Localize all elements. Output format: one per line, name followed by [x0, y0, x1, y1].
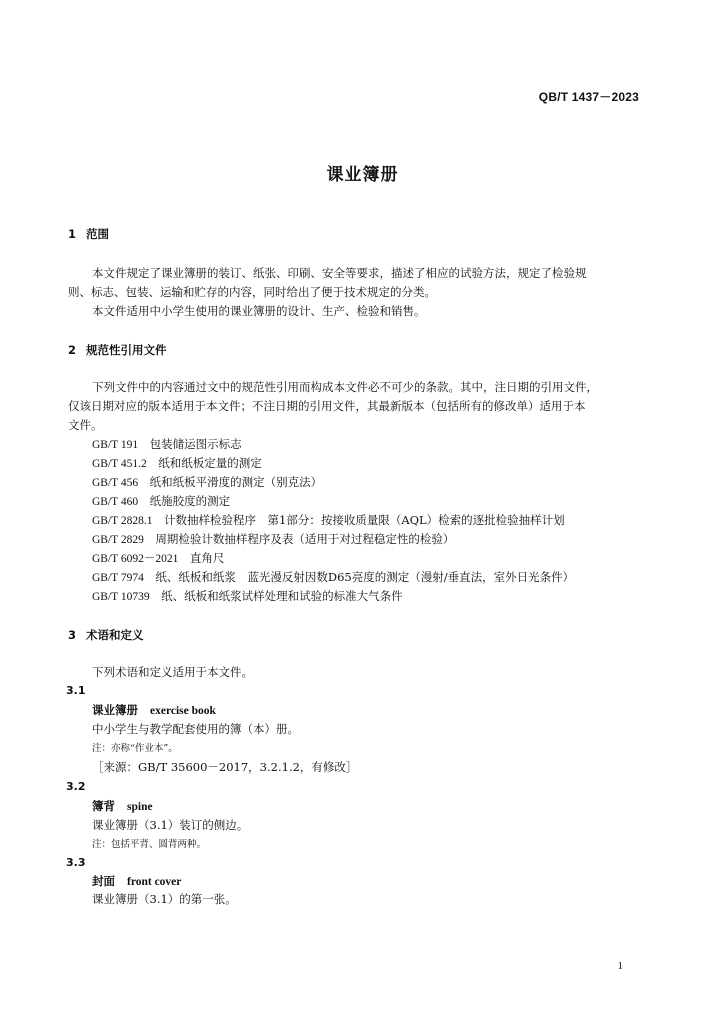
paragraph-line: 下列文件中的内容通过文中的规范性引用而构成本文件必不可少的条款。其中，注日期的引用文件，: [92, 380, 598, 394]
section-title: 术语和定义: [86, 628, 144, 642]
term-definition: 中小学生与教学配套使用的簿（本）册。: [92, 722, 299, 736]
reference-item: GB/T 6092－2021 直角尺: [92, 551, 225, 565]
reference-item: GB/T 10739 纸、纸板和纸浆试样处理和试验的标准大气条件: [92, 589, 403, 603]
paragraph-line: 本文件规定了课业簿册的装订、纸张、印刷、安全等要求，描述了相应的试验方法，规定了检验规: [92, 266, 587, 280]
paragraph: 下列术语和定义适用于本文件。: [92, 665, 253, 679]
reference-item: GB/T 460 纸施胶度的测定: [92, 494, 231, 508]
term-number: 3.2: [66, 780, 86, 793]
reference-item: GB/T 451.2 纸和纸板定量的测定: [92, 456, 262, 470]
standard-code: QB/T 1437－2023: [538, 90, 639, 104]
paragraph-line: 则、标志、包装、运输和贮存的内容，同时给出了便于技术规定的分类。: [68, 285, 436, 299]
page-number: 1: [617, 960, 623, 972]
section-number: 2: [68, 343, 77, 357]
term-name: 簿背 spine: [92, 799, 153, 813]
section-heading-scope: [68, 226, 109, 242]
term-number: 3.1: [66, 684, 86, 697]
section-title: 范围: [86, 227, 109, 241]
paragraph-line: 仅该日期对应的版本适用于本文件；不注日期的引用文件，其最新版本（包括所有的修改单）适用于本: [68, 399, 586, 413]
paragraph-line: 文件。: [68, 418, 103, 432]
reference-item: GB/T 191 包装储运图示标志: [92, 437, 242, 451]
section-heading-terms-definitions: [68, 627, 144, 643]
term-number: 3.3: [66, 856, 86, 869]
section-number: 1: [68, 227, 77, 241]
section-number: 3: [68, 628, 77, 642]
term-note: 注：亦称“作业本”。: [92, 743, 178, 754]
paragraph: 本文件适用中小学生使用的课业簿册的设计、生产、检验和销售。: [92, 304, 426, 318]
section-heading-normative-references: [68, 342, 167, 358]
term-note: 注：包括平背、圆背两种。: [92, 839, 207, 850]
section-title: 规范性引用文件: [86, 343, 167, 357]
document-title: 课业簿册: [326, 165, 399, 185]
term-source: ［来源：GB/T 35600－2017，3.2.1.2，有修改］: [92, 760, 358, 774]
reference-item: GB/T 7974 纸、纸板和纸浆 蓝光漫反射因数D65亮度的测定（漫射/垂直法，室外日光条件）: [92, 570, 575, 584]
term-definition: 课业簿册（3.1）的第一张。: [92, 892, 237, 906]
term-name: 封面 front cover: [92, 874, 182, 888]
reference-item: GB/T 2829 周期检验计数抽样程序及表（适用于对过程稳定性的检验）: [92, 532, 455, 546]
reference-item: GB/T 456 纸和纸板平滑度的测定（别克法）: [92, 475, 323, 489]
term-name: 课业簿册 exercise book: [92, 703, 216, 717]
reference-item: GB/T 2828.1 计数抽样检验程序 第1部分：按接收质量限（AQL）检索的逐批检验抽样计划: [92, 513, 565, 527]
term-definition: 课业簿册（3.1）装订的侧边。: [92, 818, 249, 832]
